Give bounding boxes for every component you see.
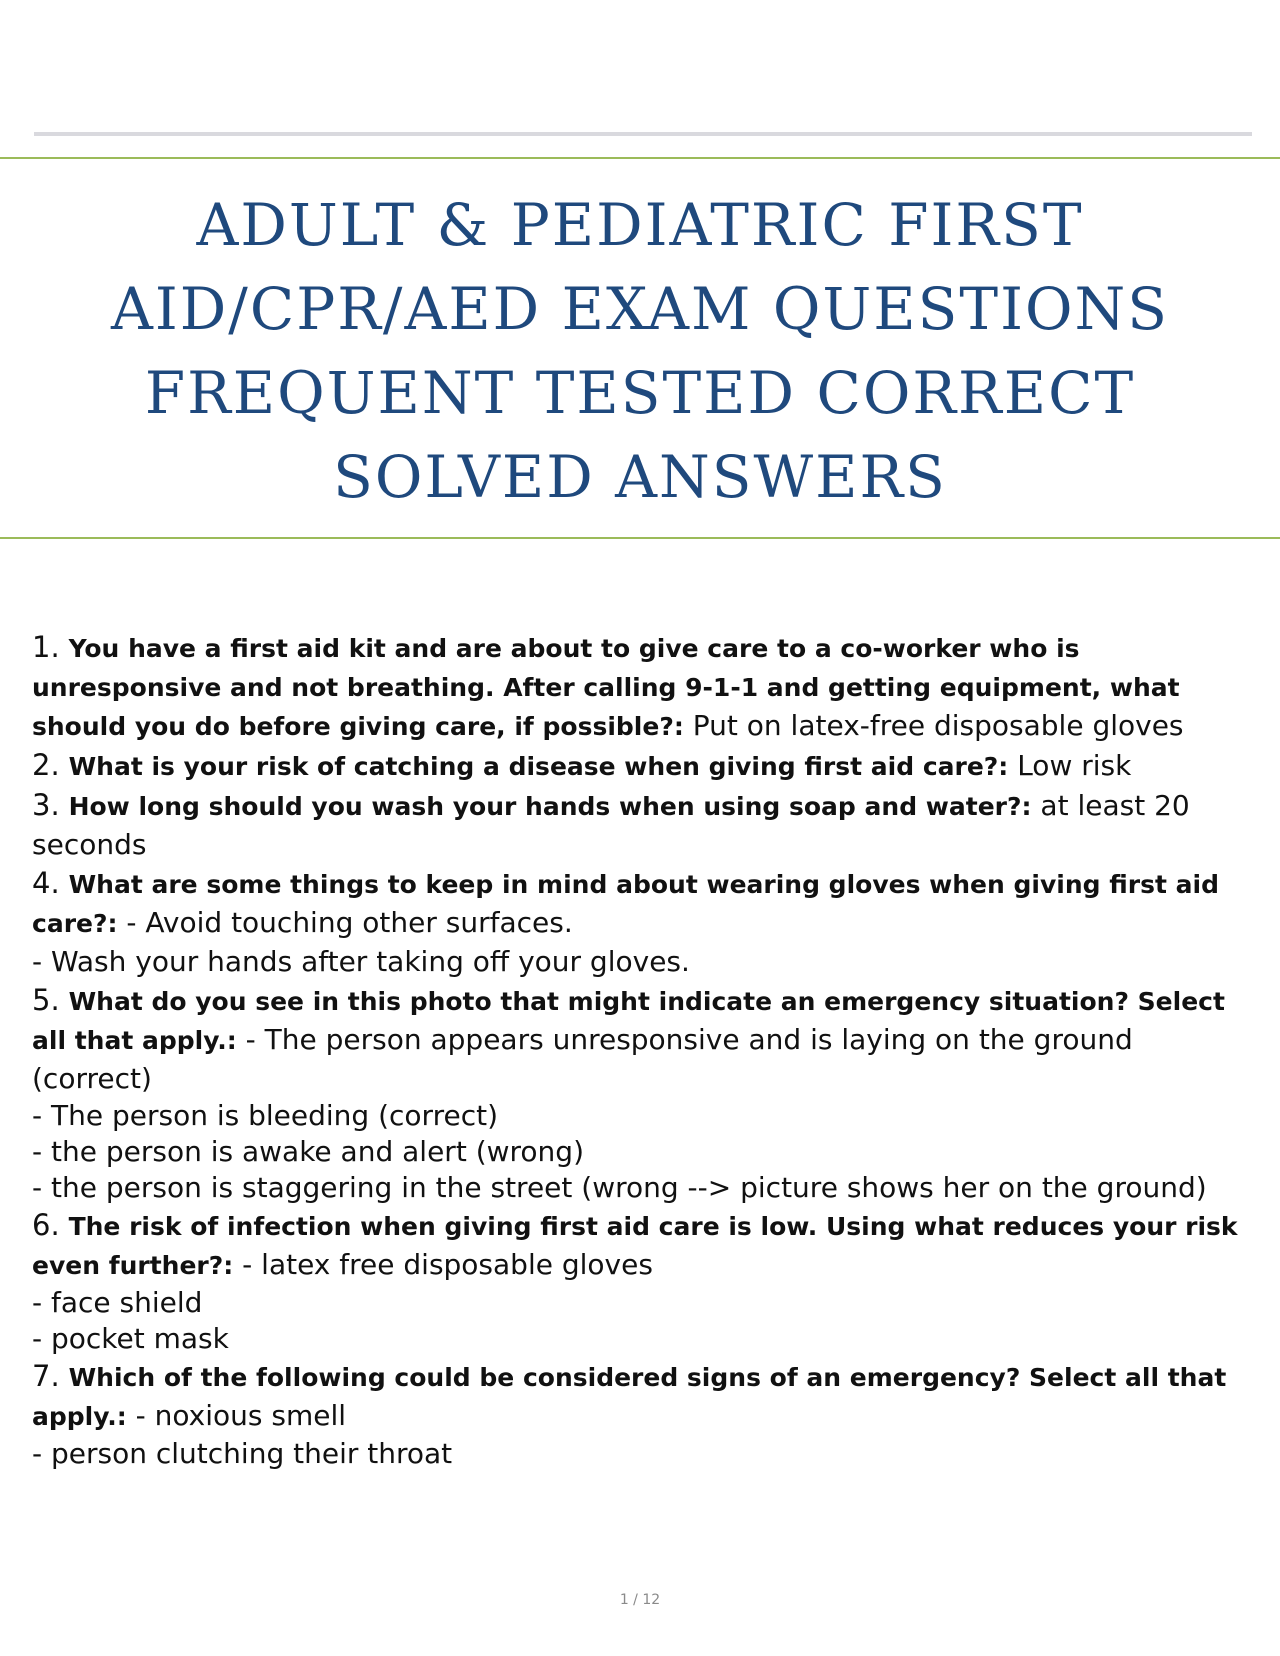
question-number: 7. — [32, 1359, 60, 1393]
question-number: 2. — [32, 748, 60, 782]
question-text: What are some things to keep in mind about wearing gloves when giving first aid care?: — [32, 870, 1219, 938]
question-number: 1. — [32, 630, 60, 664]
answer-line: - the person is staggering in the street (wrong --> picture shows her on the ground) — [32, 1171, 1207, 1204]
question-text: You have a first aid kit and are about to give care to a co-worker who is unresponsive and not breathing. After calling 9-1-1 and getting equipment, what should you do before giving care, if possible?: — [32, 634, 1180, 741]
document-title: ADULT & PEDIATRIC FIRST AID/CPR/AED EXAM QUESTIONS FREQUENT TESTED CORRECT SOLVED ANSWERS — [110, 191, 1170, 511]
answer-text: - latex free disposable gloves — [242, 1248, 653, 1281]
answer-text: Low risk — [1017, 749, 1132, 782]
question-text: Which of the following could be considered signs of an emergency? Select all that apply.: — [32, 1363, 1227, 1431]
answer-line: - pocket mask — [32, 1322, 229, 1355]
answer-text: - noxious smell — [135, 1399, 347, 1432]
title-band — [0, 157, 1280, 539]
qa-item-3 — [32, 786, 1252, 864]
answer-line: - The person is bleeding (correct) — [32, 1099, 498, 1132]
answer-text: - Avoid touching other surfaces. — [126, 906, 573, 939]
answer-text: - The person appears unresponsive and is laying on the ground (correct) — [32, 1023, 1133, 1095]
question-text: The risk of infection when giving first aid care is low. Using what reduces your risk even further?: — [32, 1212, 1238, 1280]
question-number: 5. — [32, 983, 60, 1017]
question-number: 6. — [32, 1208, 60, 1242]
question-number: 3. — [32, 788, 60, 822]
qa-item-1 — [32, 628, 1252, 746]
answer-text: Put on latex-free disposable gloves — [692, 709, 1184, 742]
qa-item-7 — [32, 1357, 1252, 1436]
answer-line: - face shield — [32, 1286, 203, 1319]
question-text: What is your risk of catching a disease when giving first aid care?: — [68, 752, 1009, 781]
question-text: What do you see in this photo that might indicate an emergency situation? Select all that apply.: — [32, 987, 1225, 1055]
answer-line: - Wash your hands after taking off your gloves. — [32, 945, 690, 978]
question-number: 4. — [32, 866, 60, 900]
answer-line: - person clutching their throat — [32, 1437, 453, 1470]
page-number: 1 / 12 — [619, 1592, 661, 1608]
answer-text: at least 20 seconds — [32, 789, 1190, 861]
answer-line: - the person is awake and alert (wrong) — [32, 1135, 584, 1168]
qa-item-5 — [32, 981, 1252, 1098]
question-text: How long should you wash your hands when using soap and water?: — [68, 792, 1032, 821]
qa-item-4 — [32, 864, 1252, 943]
header-divider — [34, 132, 1252, 136]
qa-list — [32, 628, 1252, 1472]
qa-item-6 — [32, 1206, 1252, 1285]
qa-item-2 — [32, 746, 1252, 786]
